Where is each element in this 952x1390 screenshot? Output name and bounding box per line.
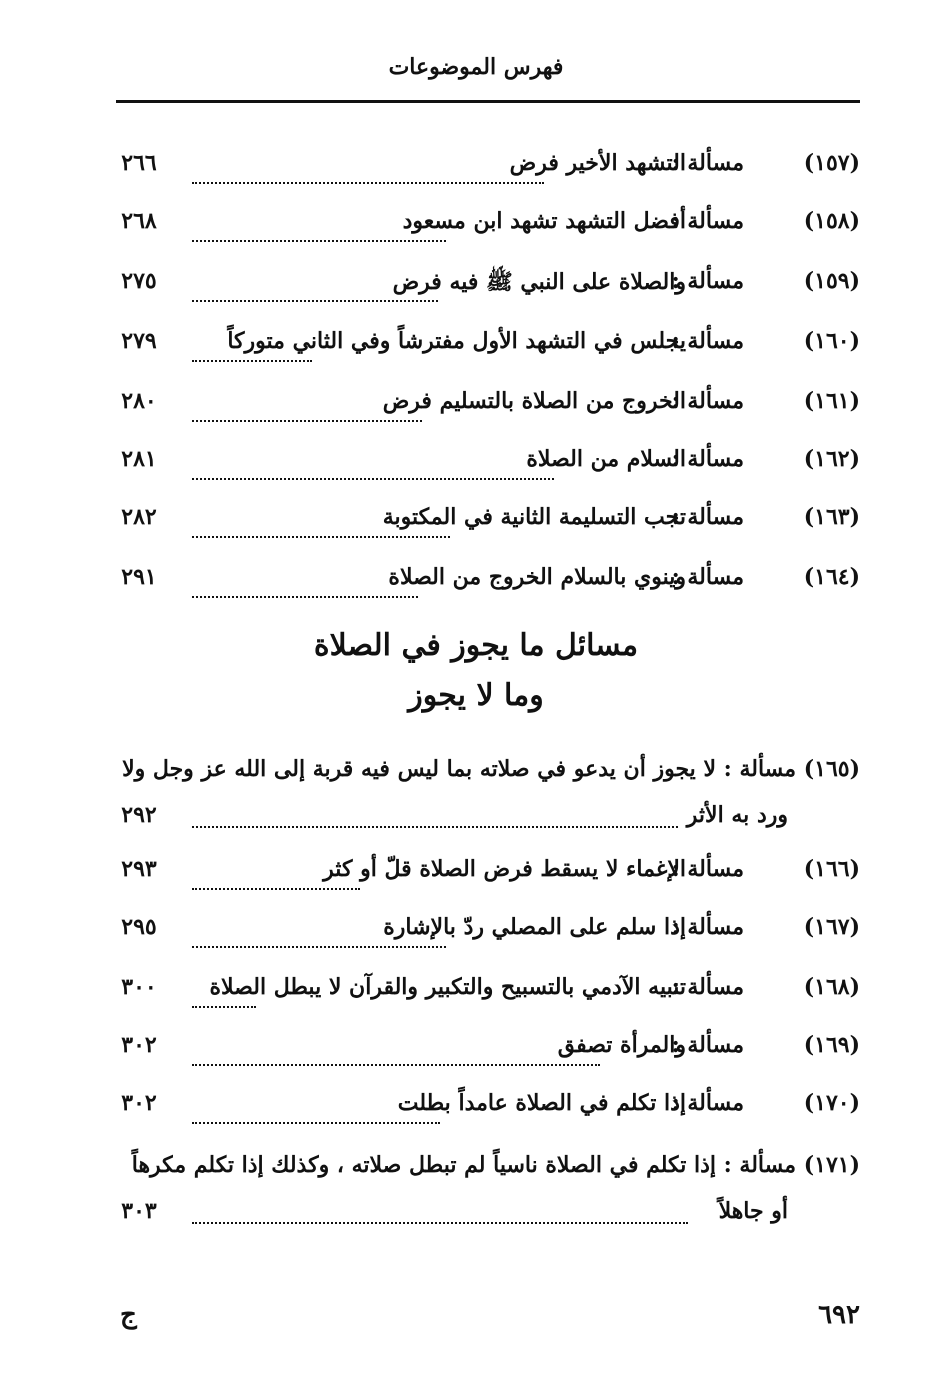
toc-entry-157: [116, 150, 860, 190]
entry-label: مسألة :: [671, 856, 744, 882]
toc-entry-164: [116, 564, 860, 604]
entry-title: تجب التسليمة الثانية في المكتوبة: [382, 504, 686, 530]
toc-entry-160: [116, 328, 860, 368]
entry-title: والمرأة تصفق: [557, 1032, 686, 1058]
entry-title: السلام من الصلاة: [526, 446, 686, 472]
signature-letter: ج: [120, 1300, 137, 1330]
entry-page: ٢٧٩: [121, 328, 157, 354]
entry-number: (١٥٩): [803, 268, 860, 294]
leader-dots: [192, 182, 544, 184]
entry-title: الإغماء لا يسقط فرض الصلاة قلّ أو كثر: [323, 856, 686, 882]
entry-title: إذا تكلم في الصلاة عامداً بطلت: [397, 1090, 686, 1116]
entry-title-line-2: أو جاهلاً: [718, 1198, 788, 1224]
leader-dots: [192, 1222, 688, 1224]
toc-entry-166: [116, 856, 860, 896]
entry-title: التشهد الأخير فرض: [509, 150, 686, 176]
entry-page: ٢٩٥: [121, 914, 157, 940]
entry-number: (١٦٦): [803, 856, 860, 882]
entry-number: (١٥٧): [803, 150, 860, 176]
entry-label: مسألة :: [671, 1090, 744, 1116]
entry-number: (١٦٢): [803, 446, 860, 472]
leader-dots: [192, 1122, 440, 1124]
entry-number: (١٦٧): [803, 914, 860, 940]
entry-label: مسألة :: [671, 1032, 744, 1058]
entry-number: (١٧٠): [803, 1090, 860, 1116]
toc-entry-171: [116, 1152, 860, 1232]
entry-page: ٢٩١: [121, 564, 157, 590]
entry-label: مسألة :: [671, 446, 744, 472]
entry-title: إذا سلم على المصلي ردّ بالإشارة: [383, 914, 686, 940]
entry-page: ٢٨١: [121, 446, 157, 472]
leader-dots: [192, 300, 438, 302]
entry-number: (١٦٩): [803, 1032, 860, 1058]
entry-page: ٣٠٣: [121, 1198, 157, 1224]
entry-page: ٣٠٠: [121, 974, 157, 1000]
leader-dots: [192, 596, 418, 598]
entry-page: ٣٠٢: [121, 1032, 157, 1058]
toc-entry-162: [116, 446, 860, 486]
toc-entry-170: [116, 1090, 860, 1130]
entry-title: وينوي بالسلام الخروج من الصلاة: [388, 564, 686, 590]
section-heading-line-1: مسائل ما يجوز في الصلاة: [313, 628, 639, 663]
leader-dots: [192, 360, 312, 362]
entry-label: مسألة :: [671, 208, 744, 234]
entry-label: مسألة :: [671, 328, 744, 354]
entry-label: مسألة :: [671, 564, 744, 590]
entry-page: ٢٩٣: [121, 856, 157, 882]
entry-label: مسألة :: [671, 388, 744, 414]
entry-label: مسألة :: [671, 504, 744, 530]
toc-entry-158: [116, 208, 860, 248]
toc-entry-165: [116, 756, 860, 836]
toc-entry-167: [116, 914, 860, 954]
entry-page: ٢٩٢: [121, 802, 157, 828]
entry-title: أفضل التشهد تشهد ابن مسعود: [402, 208, 686, 234]
toc-entry-161: [116, 388, 860, 428]
entry-title: والصلاة على النبي ﷺ فيه فرض: [392, 269, 686, 295]
entry-page: ٢٦٨: [121, 208, 157, 234]
entry-title-line-2: ورد به الأثر: [686, 802, 788, 828]
leader-dots: [192, 1064, 600, 1066]
leader-dots: [192, 826, 678, 828]
leader-dots: [192, 946, 446, 948]
entry-page: ٢٨٢: [121, 504, 157, 530]
toc-entry-169: [116, 1032, 860, 1072]
leader-dots: [192, 1006, 256, 1008]
toc-entry-163: [116, 504, 860, 544]
entry-number: (١٦١): [803, 388, 860, 414]
page-header-title: فهرس الموضوعات: [388, 54, 564, 80]
entry-label: مسألة :: [671, 974, 744, 1000]
entry-number: (١٦٣): [803, 504, 860, 530]
entry-title: الخروج من الصلاة بالتسليم فرض: [382, 388, 686, 414]
entry-page: ٢٧٥: [121, 268, 157, 294]
entry-page: ٢٦٦: [121, 150, 157, 176]
entry-title-line-1: (١٦٥) مسألة : لا يجوز أن يدعو في صلاته بما ليس فيه قربة إلى الله عز وجل ولا: [122, 756, 860, 782]
entry-number: (١٦٠): [803, 328, 860, 354]
leader-dots: [192, 888, 360, 890]
leader-dots: [192, 420, 422, 422]
toc-entry-168: [116, 974, 860, 1014]
leader-dots: [192, 240, 446, 242]
section-heading-line-2: وما لا يجوز: [408, 678, 544, 713]
entry-label: مسألة :: [671, 150, 744, 176]
leader-dots: [192, 536, 450, 538]
entry-title: يجلس في التشهد الأول مفترشاً وفي الثاني متوركاً: [227, 328, 686, 354]
toc-entry-159: [116, 268, 860, 308]
entry-number: (١٥٨): [803, 208, 860, 234]
header-rule: [116, 100, 860, 103]
leader-dots: [192, 478, 554, 480]
entry-label: مسألة :: [671, 268, 744, 294]
entry-title: تنبيه الآدمي بالتسبيح والتكبير والقرآن لا يبطل الصلاة: [209, 974, 686, 1000]
entry-number: (١٦٤): [803, 564, 860, 590]
entry-label: مسألة :: [671, 914, 744, 940]
entry-number: (١٦٨): [803, 974, 860, 1000]
page-number: ٦٩٢: [818, 1300, 860, 1330]
entry-page: ٣٠٢: [121, 1090, 157, 1116]
entry-page: ٢٨٠: [121, 388, 157, 414]
entry-title-line-1: (١٧١) مسألة : إذا تكلم في الصلاة ناسياً لم تبطل صلاته ، وكذلك إذا تكلم مكرهاً: [131, 1152, 860, 1178]
